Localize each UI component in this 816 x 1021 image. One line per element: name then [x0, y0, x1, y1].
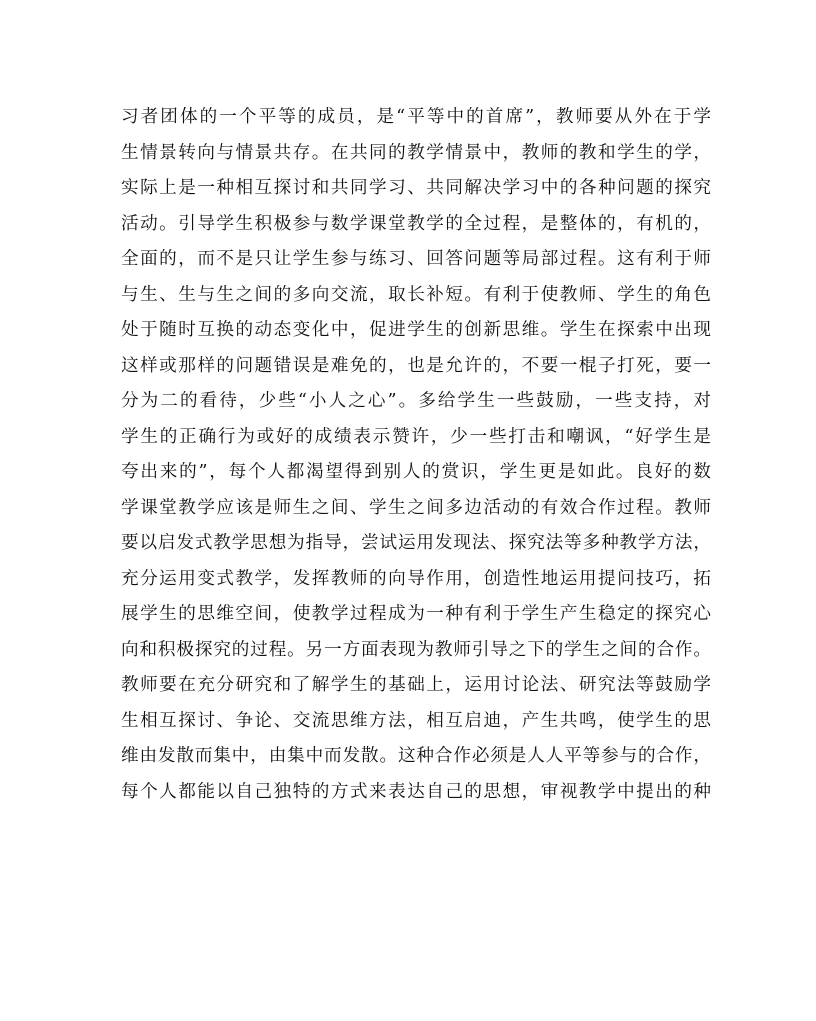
text-line: 学生的正确行为或好的成绩表示赞许，少一些打击和嘲讽，“好学生是	[121, 426, 711, 447]
text-line: 教师要在充分研究和了解学生的基础上，运用讨论法、研究法等鼓励学	[121, 675, 711, 695]
text-line: 分为二的看待，少些“小人之心”。多给学生一些鼓励，一些支持，对	[121, 391, 711, 411]
text-line: 处于随时互换的动态变化中，促进学生的创新思维。学生在探索中出现	[121, 320, 711, 340]
text-line: 这样或那样的问题错误是难免的，也是允许的，不要一棍子打死，要一	[121, 355, 711, 376]
text-line: 习者团体的一个平等的成员，是“平等中的首席”，教师要从外在于学	[121, 107, 711, 127]
text-line: 维由发散而集中，由集中而发散。这种合作必须是人人平等参与的合作，	[121, 746, 711, 766]
text-line: 要以启发式教学思想为指导，尝试运用发现法、探究法等多种教学方法，	[121, 533, 711, 553]
text-line: 活动。引导学生积极参与数学课堂教学的全过程，是整体的，有机的，	[121, 213, 711, 234]
text-line: 展学生的思维空间，使教学过程成为一种有利于学生产生稳定的探究心	[121, 604, 711, 624]
text-line: 与生、生与生之间的多向交流，取长补短。有利于使教师、学生的角色	[121, 284, 711, 305]
text-line: 向和积极探究的过程。另一方面表现为教师引导之下的学生之间的合作。	[121, 639, 711, 660]
text-line: 每个人都能以自己独特的方式来表达自己的思想，审视教学中提出的种	[121, 781, 711, 802]
text-line: 生情景转向与情景共存。在共同的教学情景中，教师的教和学生的学，	[121, 142, 711, 163]
text-line: 夸出来的”，每个人都渴望得到别人的赏识，学生更是如此。良好的数	[121, 462, 711, 482]
text-line: 学课堂教学应该是师生之间、学生之间多边活动的有效合作过程。教师	[121, 497, 711, 518]
body-text	[121, 100, 711, 810]
text-line: 实际上是一种相互探讨和共同学习、共同解决学习中的各种问题的探究	[121, 178, 711, 198]
text-line: 全面的，而不是只让学生参与练习、回答问题等局部过程。这有利于师	[121, 249, 711, 269]
text-line: 充分运用变式教学，发挥教师的向导作用，创造性地运用提问技巧，拓	[121, 568, 711, 589]
text-line: 生相互探讨、争论、交流思维方法，相互启迪，产生共鸣，使学生的思	[121, 710, 711, 731]
